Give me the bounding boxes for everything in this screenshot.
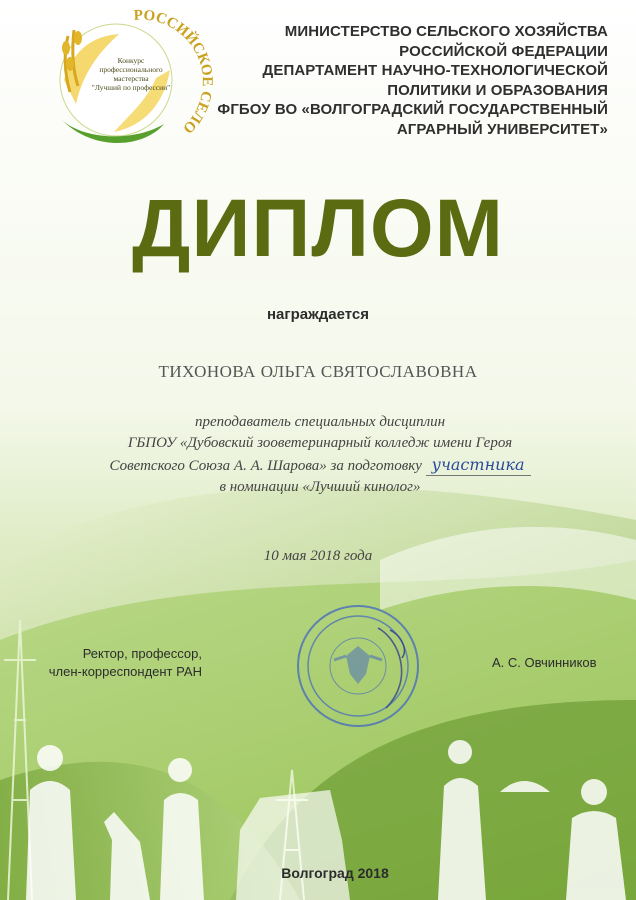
issuer-line: ФГБОУ ВО «ВОЛГОГРАДСКИЙ ГОСУДАРСТВЕННЫЙ <box>217 101 608 118</box>
issuer-block <box>208 22 608 139</box>
award-date: 10 мая 2018 года <box>263 548 373 564</box>
signatory-title <box>22 645 202 681</box>
logo-caption-line: мастерства <box>113 74 149 83</box>
official-stamp-icon <box>290 600 426 730</box>
description-line: преподаватель специальных дисциплин <box>194 414 446 430</box>
description-line: в номинации «Лучший кинолог» <box>219 479 421 495</box>
signatory-title-line: член-корреспондент РАН <box>48 664 202 679</box>
diploma-title: ДИПЛОМ <box>132 183 504 274</box>
footer-city-year: Волгоград 2018 <box>281 865 389 881</box>
description-line <box>60 454 580 477</box>
description-text: Советского Союза А. А. Шарова» за подготовку <box>109 458 422 474</box>
logo-caption-line: Конкурс <box>117 56 145 65</box>
award-description <box>60 412 580 498</box>
issuer-line: ПОЛИТИКИ И ОБРАЗОВАНИЯ <box>387 81 608 99</box>
logo-caption <box>86 56 176 92</box>
issuer-line: АГРАРНЫЙ УНИВЕРСИТЕТ» <box>396 120 608 138</box>
recipient-name: ТИХОНОВА ОЛЬГА СВЯТОСЛАВОВНА <box>158 362 478 381</box>
signatory-title-line: Ректор, профессор, <box>82 646 202 661</box>
handwritten-entry: участника <box>426 454 531 476</box>
signatory-name: А. С. Овчинников <box>492 655 597 670</box>
logo-caption-line: профессионального <box>99 65 163 74</box>
issuer-line: ДЕПАРТАМЕНТ НАУЧНО-ТЕХНОЛОГИЧЕСКОЙ <box>262 62 608 79</box>
contest-logo <box>24 8 214 158</box>
description-line: ГБПОУ «Дубовский зооветеринарный колледж имени Героя <box>127 435 513 451</box>
logo-arc-text: РОССИЙСКОЕ СЕЛО <box>133 8 214 137</box>
issuer-line: РОССИЙСКОЙ ФЕДЕРАЦИИ <box>399 42 608 60</box>
issuer-line: МИНИСТЕРСТВО СЕЛЬСКОГО ХОЗЯЙСТВА <box>284 23 608 40</box>
logo-caption-line: "Лучший по профессии" <box>91 83 171 92</box>
awarded-label: награждается <box>266 306 370 323</box>
